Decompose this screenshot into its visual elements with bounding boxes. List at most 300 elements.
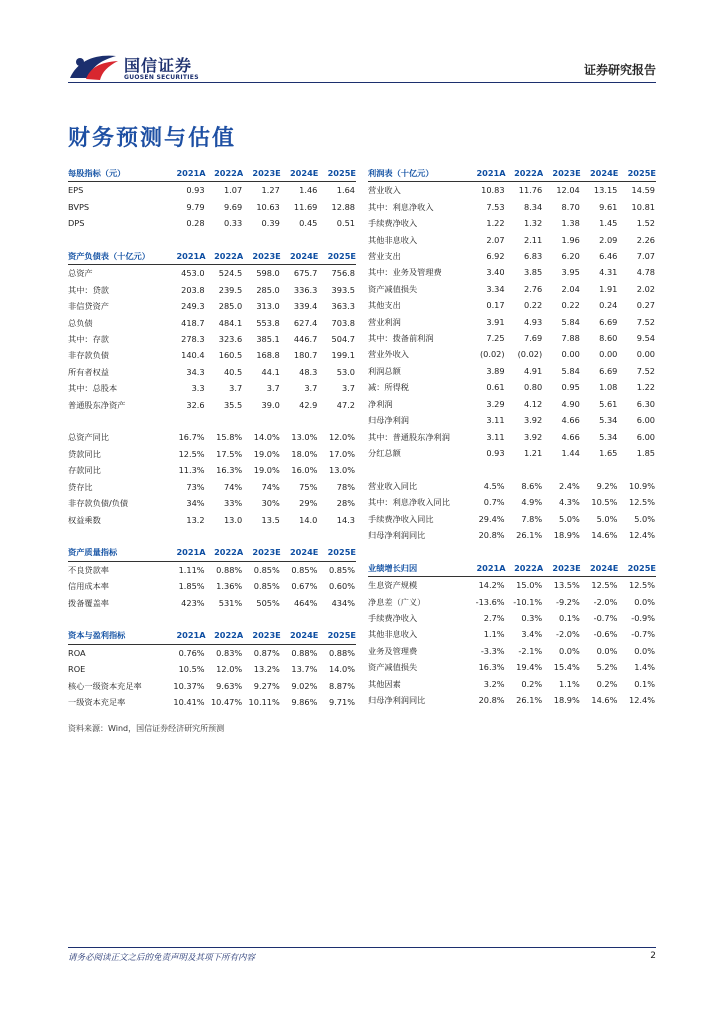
table-cell: 1.44 xyxy=(561,447,580,458)
table-cell: 7.52 xyxy=(636,365,655,376)
table-cell xyxy=(506,543,544,559)
table-cell: -2.1% xyxy=(518,645,543,656)
table-cell: 160.5 xyxy=(218,350,243,361)
table-cell: 14.0% xyxy=(253,432,280,443)
row-label: 业务及管理费 xyxy=(368,645,418,656)
table-cell: 3.40 xyxy=(486,267,505,278)
table-cell: 14.0% xyxy=(328,664,355,675)
table-cell: 53.0 xyxy=(336,366,355,377)
table-cell: 1.85% xyxy=(178,581,205,592)
table-row xyxy=(68,315,356,331)
table-cell: 10.63 xyxy=(256,201,280,212)
table-cell xyxy=(281,528,319,544)
table-row xyxy=(368,478,656,494)
table-cell: 10.11% xyxy=(248,696,280,707)
guosen-logo xyxy=(68,50,208,86)
table-cell: 0.85% xyxy=(291,564,318,575)
table-row xyxy=(68,347,356,363)
row-label: 手续费净收入 xyxy=(368,612,418,623)
table-cell: 285.0 xyxy=(218,301,243,312)
table-cell: 1.85 xyxy=(636,447,655,458)
table-row xyxy=(368,594,656,610)
page-header xyxy=(0,0,724,90)
table-row xyxy=(368,297,656,313)
row-label xyxy=(68,232,168,248)
table-cell: 1.38 xyxy=(561,218,580,229)
table-cell: 12.5% xyxy=(178,448,205,459)
row-label: 所有者权益 xyxy=(68,366,109,377)
table-header-row xyxy=(368,560,656,577)
table-cell: 13.0 xyxy=(223,514,243,525)
table-cell: 3.85 xyxy=(523,267,543,278)
logo-english-text: GUOSEN SECURITIES xyxy=(124,74,199,81)
year-header: 2023E xyxy=(543,560,581,577)
table-row xyxy=(68,232,356,248)
table-cell: 446.7 xyxy=(293,334,318,345)
table-cell: 8.70 xyxy=(561,201,580,212)
table-cell: -3.3% xyxy=(480,645,505,656)
table-cell: 0.00 xyxy=(636,349,655,360)
table-cell: 9.63% xyxy=(216,680,243,691)
table-cell: 47.2 xyxy=(336,399,355,410)
table-row xyxy=(68,512,356,528)
table-cell: 14.6% xyxy=(591,694,618,705)
table-cell: -0.9% xyxy=(631,612,655,623)
table-cell: 2.09 xyxy=(599,234,618,245)
table-row xyxy=(368,494,656,510)
table-section-title: 业绩增长归因 xyxy=(368,560,468,577)
table-section-title: 每股指标（元） xyxy=(68,165,168,182)
table-cell: 0.39 xyxy=(261,218,280,229)
table-cell: 0.88% xyxy=(291,647,318,658)
year-header: 2021A xyxy=(468,165,506,182)
year-header: 2024E xyxy=(581,560,619,577)
table-cell: 3.2% xyxy=(483,678,505,689)
table-cell: 19.0% xyxy=(253,465,280,476)
table-row xyxy=(68,595,356,611)
table-cell: 3.89 xyxy=(486,365,505,376)
table-row xyxy=(368,527,656,543)
year-header: 2021A xyxy=(168,248,206,265)
row-label: 其中：拨备前利润 xyxy=(368,333,434,344)
table-cell: 13.5 xyxy=(261,514,280,525)
table-cell: 4.78 xyxy=(636,267,655,278)
table-cell: 323.6 xyxy=(218,334,243,345)
table-cell: 19.0% xyxy=(253,448,280,459)
table-cell: 239.5 xyxy=(218,284,243,295)
year-header: 2022A xyxy=(506,560,544,577)
table-cell: 0.95 xyxy=(561,382,580,393)
row-label: 其他支出 xyxy=(368,300,401,311)
row-label: 权益乘数 xyxy=(68,514,101,525)
table-cell: 16.7% xyxy=(178,432,205,443)
table-cell: 199.1 xyxy=(331,350,355,361)
table-cell: 5.84 xyxy=(561,365,580,376)
table-cell: 4.66 xyxy=(561,431,580,442)
table-cell: 1.46 xyxy=(299,185,318,196)
table-cell xyxy=(206,232,244,248)
table-cell: 675.7 xyxy=(293,268,318,279)
table-cell xyxy=(581,461,619,477)
table-cell xyxy=(318,528,356,544)
table-cell: 1.64 xyxy=(336,185,355,196)
table-cell: 4.66 xyxy=(561,415,580,426)
table-cell: 393.5 xyxy=(331,284,355,295)
table-cell: 3.91 xyxy=(486,316,505,327)
table-cell: 2.07 xyxy=(486,234,505,245)
year-header: 2023E xyxy=(243,248,281,265)
table-cell: 0.93 xyxy=(486,447,505,458)
footer-divider xyxy=(68,947,656,948)
table-cell: 363.3 xyxy=(331,301,355,312)
table-cell: 2.7% xyxy=(483,612,505,623)
year-header: 2023E xyxy=(543,165,581,182)
table-cell: 4.9% xyxy=(521,497,543,508)
table-cell: 140.4 xyxy=(181,350,205,361)
row-label xyxy=(68,611,168,627)
table-cell xyxy=(243,611,281,627)
table-cell: 385.1 xyxy=(256,334,280,345)
table-row xyxy=(68,265,356,282)
row-label: EPS xyxy=(68,185,84,196)
table-cell: 7.07 xyxy=(636,251,655,262)
row-label xyxy=(368,543,468,559)
table-cell: 0.85% xyxy=(253,581,280,592)
table-cell xyxy=(543,461,581,477)
row-label: 净息差（广义） xyxy=(368,596,426,607)
row-label: 手续费净收入 xyxy=(368,218,418,229)
table-cell: 4.3% xyxy=(558,497,580,508)
table-section-title: 资本与盈利指标 xyxy=(68,627,168,644)
table-cell: 3.92 xyxy=(523,431,543,442)
row-label: 营业支出 xyxy=(368,251,401,262)
table-cell: 34% xyxy=(186,498,205,509)
table-cell xyxy=(543,543,581,559)
table-cell: 17.5% xyxy=(216,448,243,459)
table-row xyxy=(368,215,656,231)
table-cell: 3.11 xyxy=(486,415,505,426)
table-cell: 0.61 xyxy=(486,382,505,393)
table-cell xyxy=(581,543,619,559)
row-label: 资产减值损失 xyxy=(368,283,418,294)
table-row xyxy=(68,462,356,478)
table-cell: 14.59 xyxy=(631,185,655,196)
year-header: 2022A xyxy=(206,544,244,561)
table-cell: 40.5 xyxy=(223,366,243,377)
table-cell: 34.3 xyxy=(186,366,205,377)
table-cell: 1.11% xyxy=(178,564,205,575)
row-label: 手续费净收入同比 xyxy=(368,513,434,524)
table-row xyxy=(68,446,356,462)
table-cell: 15.4% xyxy=(553,662,580,673)
table-cell: 16.3% xyxy=(478,662,505,673)
table-cell: 1.21 xyxy=(523,447,543,458)
table-cell: 16.3% xyxy=(216,465,243,476)
row-label: 归母净利润同比 xyxy=(368,529,426,540)
table-cell: 8.34 xyxy=(523,201,543,212)
right-column xyxy=(368,165,656,708)
table-cell xyxy=(318,232,356,248)
table-cell: 7.25 xyxy=(486,333,505,344)
row-label: 营业收入同比 xyxy=(368,480,418,491)
row-label: 一级资本充足率 xyxy=(68,696,126,707)
table-cell: 1.1% xyxy=(483,629,505,640)
table-cell xyxy=(281,611,319,627)
table-row xyxy=(68,413,356,429)
table-cell: 20.8% xyxy=(478,694,505,705)
table-cell: 3.95 xyxy=(561,267,580,278)
table-cell: 249.3 xyxy=(181,301,205,312)
table-cell: 0.2% xyxy=(521,678,543,689)
table-row xyxy=(368,610,656,626)
table-cell: 10.37% xyxy=(173,680,205,691)
table-cell: 4.90 xyxy=(561,398,580,409)
table-cell: 15.0% xyxy=(516,580,543,591)
row-label: 非信贷资产 xyxy=(68,301,109,312)
guosen-logo-icon xyxy=(68,52,120,82)
table-cell xyxy=(618,543,656,559)
table-cell: 29.4% xyxy=(478,513,505,524)
table-cell: 12.5% xyxy=(591,580,618,591)
table-cell: 9.79 xyxy=(186,201,205,212)
table-cell: 0.80 xyxy=(523,382,543,393)
table-cell: 504.7 xyxy=(331,334,355,345)
table-cell: 0.88% xyxy=(216,564,243,575)
table-cell: 0.22 xyxy=(523,300,543,311)
row-label: 归母净利润同比 xyxy=(368,694,426,705)
table-cell: 13.0% xyxy=(328,465,355,476)
row-label: 净利润 xyxy=(368,398,393,409)
table-cell xyxy=(168,232,206,248)
disclaimer-text: 请务必阅读正文之后的免责声明及其项下所有内容 xyxy=(68,953,256,963)
table-cell: 0.60% xyxy=(328,581,355,592)
table-row xyxy=(368,281,656,297)
table-row xyxy=(68,215,356,231)
table-cell: 524.5 xyxy=(218,268,243,279)
table-cell: 484.1 xyxy=(218,317,243,328)
table-cell: 13.15 xyxy=(593,185,618,196)
table-cell: 1.91 xyxy=(599,283,618,294)
table-cell: -0.7% xyxy=(593,612,618,623)
table-cell: 6.20 xyxy=(561,251,580,262)
table-cell: 0.2% xyxy=(596,678,618,689)
table-cell: 0.93 xyxy=(186,185,205,196)
row-label: 不良贷款率 xyxy=(68,564,109,575)
table-cell xyxy=(243,413,281,429)
table-cell: 9.2% xyxy=(596,480,618,491)
table-cell: 9.71% xyxy=(328,696,355,707)
table-cell: -13.6% xyxy=(475,596,505,607)
table-row xyxy=(68,528,356,544)
table-cell: 336.3 xyxy=(293,284,318,295)
table-row xyxy=(368,429,656,445)
table-cell: 12.04 xyxy=(556,185,580,196)
table-cell: 2.4% xyxy=(558,480,580,491)
row-label: 其中：总股本 xyxy=(68,383,118,394)
table-cell: 453.0 xyxy=(181,268,205,279)
table-cell: 17.0% xyxy=(328,448,355,459)
table-cell: 1.08 xyxy=(599,382,618,393)
table-cell: 75% xyxy=(299,481,318,492)
table-cell: 11.76 xyxy=(518,185,543,196)
table-cell: 5.0% xyxy=(596,513,618,524)
table-cell: 12.4% xyxy=(628,694,655,705)
table-row xyxy=(68,182,356,199)
table-cell: 0.7% xyxy=(483,497,505,508)
right-financial-table xyxy=(368,165,656,708)
table-row xyxy=(68,661,356,677)
table-cell xyxy=(318,611,356,627)
table-cell: 203.8 xyxy=(181,284,205,295)
header-divider xyxy=(68,82,656,83)
table-row xyxy=(68,298,356,314)
table-row xyxy=(368,643,656,659)
row-label: 总资产同比 xyxy=(68,432,109,443)
table-cell xyxy=(243,528,281,544)
table-row xyxy=(368,232,656,248)
table-cell: 18.9% xyxy=(553,529,580,540)
row-label: 其中：业务及管理费 xyxy=(368,267,442,278)
table-cell: 531% xyxy=(218,597,243,608)
table-cell: 3.7 xyxy=(304,383,318,394)
year-header: 2025E xyxy=(618,165,656,182)
row-label: 减：所得税 xyxy=(368,382,409,393)
table-cell: 20.8% xyxy=(478,529,505,540)
table-cell: 0.0% xyxy=(558,645,580,656)
table-cell: 16.0% xyxy=(291,465,318,476)
table-cell: 30% xyxy=(261,498,280,509)
report-type-label: 证券研究报告 xyxy=(583,63,656,77)
table-row xyxy=(68,364,356,380)
table-cell: 598.0 xyxy=(256,268,280,279)
table-cell xyxy=(468,461,506,477)
table-cell xyxy=(206,528,244,544)
row-label: 利润总额 xyxy=(368,365,401,376)
table-header-row xyxy=(68,165,356,182)
table-cell: 12.0% xyxy=(216,664,243,675)
year-header: 2022A xyxy=(206,627,244,644)
row-label: 总资产 xyxy=(68,268,93,279)
table-cell: 32.6 xyxy=(186,399,205,410)
table-cell xyxy=(318,413,356,429)
table-cell: 6.00 xyxy=(636,431,655,442)
table-cell: 10.9% xyxy=(628,480,655,491)
table-row xyxy=(68,561,356,578)
table-cell: 0.0% xyxy=(634,596,655,607)
table-cell xyxy=(168,611,206,627)
year-header: 2023E xyxy=(243,165,281,182)
table-cell: 278.3 xyxy=(181,334,205,345)
table-cell: 18.0% xyxy=(291,448,318,459)
year-header: 2021A xyxy=(168,544,206,561)
left-table-body xyxy=(68,165,356,710)
table-cell: 6.46 xyxy=(599,251,618,262)
table-cell: 1.65 xyxy=(599,447,618,458)
year-header: 2024E xyxy=(281,165,319,182)
table-cell: 12.4% xyxy=(628,529,655,540)
table-row xyxy=(68,199,356,215)
row-label: 核心一级资本充足率 xyxy=(68,680,142,691)
row-label: 生息资产规模 xyxy=(368,580,418,591)
page-number: 2 xyxy=(650,951,656,961)
section-title: 财务预测与估值 xyxy=(68,126,237,151)
table-cell: 0.00 xyxy=(561,349,580,360)
table-cell: 1.96 xyxy=(561,234,580,245)
table-cell: 2.02 xyxy=(636,283,655,294)
table-cell: 7.52 xyxy=(636,316,655,327)
table-cell: 9.02% xyxy=(291,680,318,691)
year-header: 2021A xyxy=(168,165,206,182)
table-cell: 18.9% xyxy=(553,694,580,705)
table-cell: 14.0 xyxy=(299,514,318,525)
left-column xyxy=(68,165,356,710)
table-cell: 464% xyxy=(293,597,318,608)
row-label: DPS xyxy=(68,218,85,229)
table-cell: (0.02) xyxy=(517,349,543,360)
table-row xyxy=(368,396,656,412)
table-cell: 0.85% xyxy=(328,564,355,575)
row-label: 普通股东净资产 xyxy=(68,399,126,410)
table-cell: 6.83 xyxy=(523,251,543,262)
table-cell: -2.0% xyxy=(593,596,618,607)
table-row xyxy=(368,445,656,461)
table-cell: 9.86% xyxy=(291,696,318,707)
logo-chinese-text: 国信证券 xyxy=(124,56,193,75)
table-cell: 11.69 xyxy=(293,201,318,212)
table-row xyxy=(68,331,356,347)
table-cell: 12.5% xyxy=(628,580,655,591)
table-cell: 756.8 xyxy=(331,268,355,279)
table-cell: 73% xyxy=(186,481,205,492)
row-label: 营业收入 xyxy=(368,185,401,196)
table-cell xyxy=(168,528,206,544)
table-row xyxy=(368,363,656,379)
table-cell: 14.2% xyxy=(478,580,505,591)
table-cell: 12.5% xyxy=(628,497,655,508)
row-label xyxy=(368,461,468,477)
row-label: 非存款负债/负债 xyxy=(68,498,129,509)
table-row xyxy=(68,644,356,661)
year-header: 2022A xyxy=(506,165,544,182)
left-financial-table xyxy=(68,165,356,710)
row-label: 贷款同比 xyxy=(68,448,101,459)
table-cell: 5.0% xyxy=(634,513,655,524)
table-header-row xyxy=(68,627,356,644)
year-header: 2021A xyxy=(468,560,506,577)
table-cell: 5.84 xyxy=(561,316,580,327)
table-row xyxy=(68,282,356,298)
table-cell: -0.6% xyxy=(593,629,618,640)
table-cell: 0.3% xyxy=(521,612,543,623)
table-cell: 74% xyxy=(223,481,243,492)
year-header: 2024E xyxy=(281,248,319,265)
table-cell: 74% xyxy=(261,481,280,492)
table-cell: 3.7 xyxy=(341,383,355,394)
table-cell: 6.30 xyxy=(636,398,655,409)
table-cell: 1.4% xyxy=(634,662,655,673)
table-cell: 0.1% xyxy=(634,678,655,689)
table-cell: 8.87% xyxy=(328,680,355,691)
year-header: 2023E xyxy=(243,544,281,561)
table-cell: 0.17 xyxy=(486,300,505,311)
row-label: 其中：普通股东净利润 xyxy=(368,431,450,442)
table-cell: 0.27 xyxy=(636,300,655,311)
table-cell: 423% xyxy=(181,597,205,608)
row-label: 其中：利息净收入 xyxy=(368,201,434,212)
table-cell: 1.45 xyxy=(599,218,618,229)
row-label: 其他非息收入 xyxy=(368,629,418,640)
row-label: 资产减值损失 xyxy=(368,662,418,673)
